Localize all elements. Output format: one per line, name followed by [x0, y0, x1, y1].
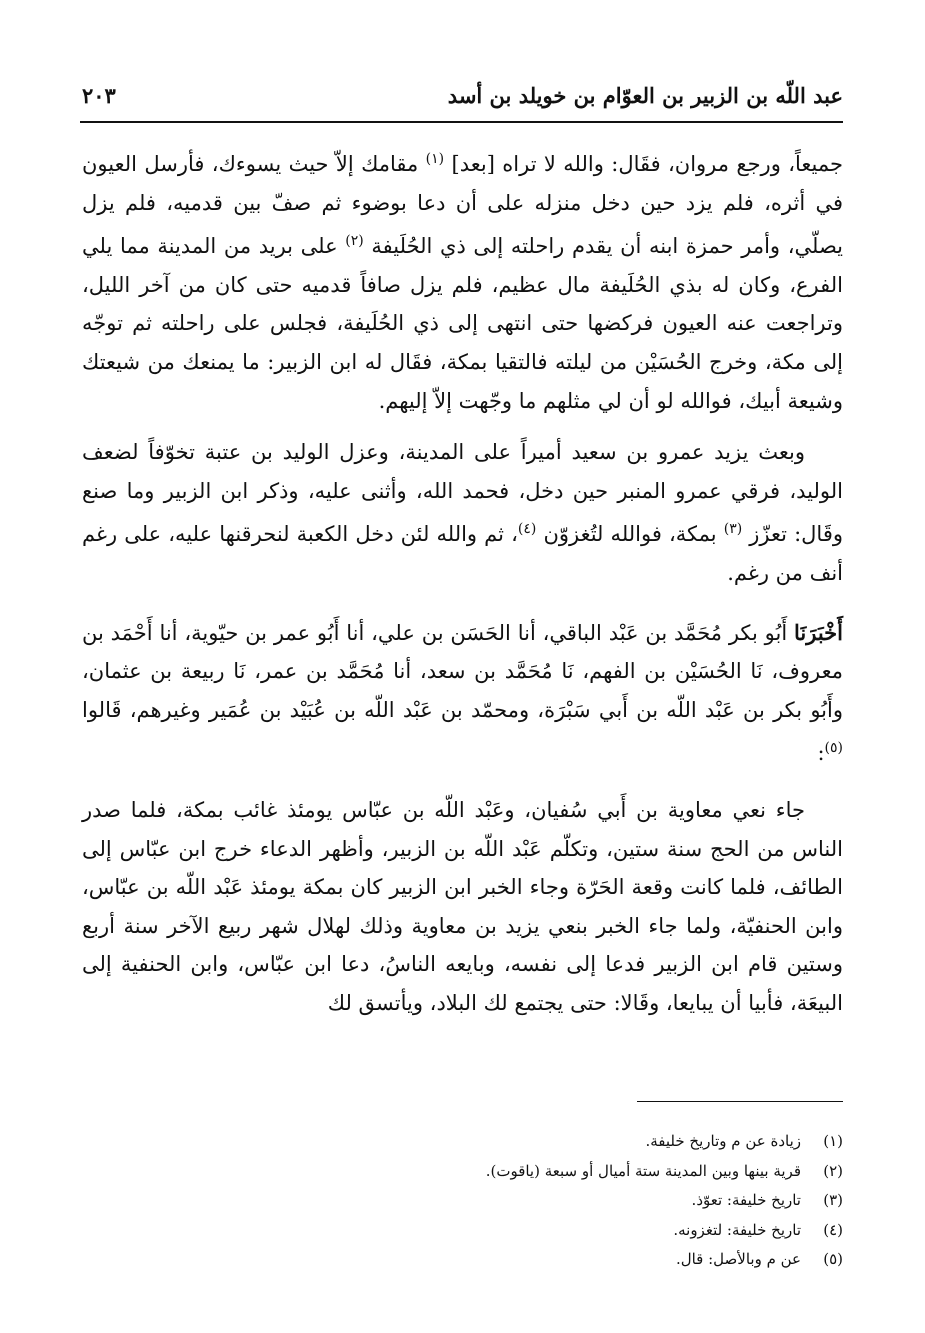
footnotes [82, 1127, 843, 1275]
running-title: عبد اللّه بن الزبير بن العوّام بن خويلد بن أسد [447, 83, 843, 108]
page-number: ٢٠٣ [82, 83, 116, 108]
footnote [82, 1186, 843, 1216]
footnote-number: (٤) [823, 1220, 843, 1239]
footnote-number: (٣) [823, 1191, 843, 1209]
text-run: جميعاً، ورجع مروان، فقَال: والله لا تراه [بعد] [444, 152, 843, 176]
footnote-reference: (٣) [723, 521, 743, 538]
footnote-text: تاريخ خليفة: تعوّذ. [691, 1191, 801, 1209]
footnote-number: (٥) [823, 1250, 843, 1268]
text-run: : [817, 741, 825, 766]
text-run: وبعث يزيد عمرو بن سعيد أميراً على المدينة، وعزل الوليد بن عتبة تخوّفاً لضعف الوليد، فرقي عمرو المنبر حين دخل، فحمد الله، وأثنى عليه، وذكر ابن الزبير وما صنع وقَال: تعزّز [82, 440, 844, 547]
footnote [82, 1127, 843, 1157]
footnote-text: تاريخ خليفة: لتغزونه. [673, 1220, 801, 1239]
footnote [82, 1157, 843, 1187]
footnote-reference: (٥) [824, 740, 843, 757]
page-header [82, 74, 843, 108]
footnote-reference: (٢) [345, 233, 364, 250]
footnote-text: قرية بينها وبين المدينة ستة أميال أو سبعة (ياقوت). [485, 1161, 801, 1180]
text-run: أَبُو بكر مُحَمَّد بن عَبْد الباقي، أنا الحَسَن بن علي، أنا أَبُو عمر بن حيّوية، أنا أَحْمَد بن معروف، نَا الحُسَيْن بن الفهم، نَا مُحَمَّد بن سعد، أنا مُحَمَّد بن عمر، نَا ربيعة بن عثمان، وأَبُو بكر بن عَبْد اللّه بن أَبي سَبْرَة، ومحمّد بن عَبْد اللّه بن عُبَيْد بن عُمَير وغيرهم، قَالوا [82, 620, 843, 722]
paragraph [82, 433, 843, 592]
header-rule [80, 121, 843, 123]
text-run: بمكة، فوالله لتُغزوّن [536, 522, 724, 547]
main-text [82, 140, 843, 1022]
footnote-rule [637, 1101, 843, 1102]
footnote-number: (١) [823, 1132, 843, 1150]
footnote [82, 1216, 843, 1246]
paragraph [82, 140, 843, 420]
footnote-reference: (٤) [517, 521, 537, 538]
footnote [82, 1245, 843, 1275]
lead-word: أَخْبَرَنَا [794, 619, 843, 645]
footnote-text: عن م وبالأصل: قال. [675, 1250, 801, 1268]
text-run: مقامك إلاّ حيث يسوءك، فأرسل العيون في أثره، فلم يزد حين دخل منزله على أن دعا بوضوء ثم صفّ بين قدميه، فلم يزل يصلّي، وأمر حمزة ابنه أن يقدم راحلته إلى ذي الحُلَيفة [82, 152, 844, 259]
footnote-text: زيادة عن م وتاريخ خليفة. [645, 1132, 801, 1150]
text-run: جاء نعي معاوية بن أَبي سُفيان، وعَبْد اللّه بن عبّاس يومئذ غائب بمكة، فلما صدر الناس من الحج سنة ستين، وتكلّم عَبْد اللّه بن الزبير، وأظهر الدعاء خرج ابن عبّاس إلى الطائف، فلما كانت وقعة الحَرّة وجاء الخبر ابن الزبير كان بمكة يومئذ عَبْد اللّه بن عبّاس، وابن الحنفيّة، ولما جاء الخبر بنعي يزيد بن معاوية وذلك لهلال شهر ربيع الآخر سنة أربع وستين قام ابن الزبير فدعا إلى نفسه، وبايعه الناسُ، دعا ابن عبّاس، وابن الحنفية إلى البيعَة، فأبيا أن يبايعا، وقَالا: حتى يجتمع لك البلاد، ويأتسق لك [82, 797, 843, 1015]
paragraph [82, 614, 843, 773]
footnote-number: (٢) [823, 1161, 843, 1180]
text-run: على بريد من المدينة مما يلي الفرع، وكان له بذي الحُلَيفة مال عظيم، فلم يزل صافاً قدميه حتى كان من آخر الليل، وتراجعت عنه العيون فركضها حتى انتهى إلى ذي الحُلَيفة، فجلس على راحلته ثم توجّه إلى مكة، وخرج الحُسَيْن من ليلته فالتقيا بمكة، فقَال له ابن الزبير: ما يمنعك من شيعتك وشيعة أبيك، فوالله لو أن لي مثلهم ما وجّهت إلاّ إليهم. [82, 234, 843, 413]
footnote-reference: (١) [425, 151, 445, 167]
text-run: ، ثم والله لئن دخل الكعبة لنحرقنها عليه، على رغم أنف من رغم. [82, 522, 843, 585]
paragraph [82, 791, 843, 1023]
